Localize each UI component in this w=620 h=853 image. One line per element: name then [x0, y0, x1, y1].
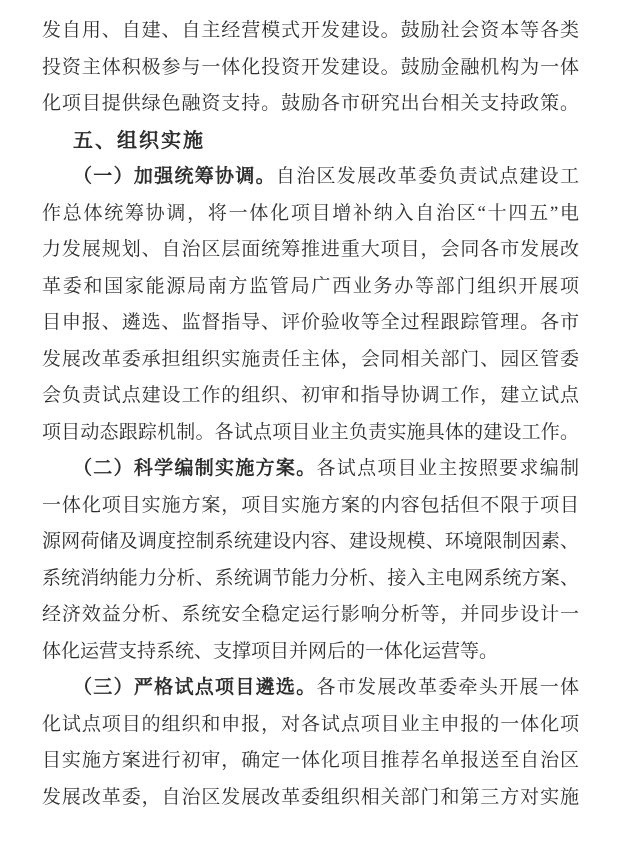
- line-text: 力发展规划、自治区层面统筹推进重大项目，会同各市发展改: [42, 239, 579, 260]
- text-line: [42, 561, 579, 598]
- line-text: 发展改革委承担组织实施责任主体，会同相关部门、园区管委: [42, 348, 579, 370]
- line-text: 源网荷储及调度控制系统建设内容、建设规模、环境限制因素、: [42, 531, 579, 552]
- line-text: 自治区发展改革委负责试点建设工: [275, 166, 579, 187]
- line-text: 投资主体积极参与一体化投资开发建设。鼓励金融机构为一体: [42, 56, 579, 78]
- line-text: 目申报、遴选、监督指导、评价验收等全过程跟踪管理。各市: [42, 312, 579, 333]
- text-line: [42, 378, 579, 415]
- subsection-heading-text: （三）严格试点项目遴选。: [73, 677, 317, 698]
- line-text: 发展改革委，自治区发展改革委组织相关部门和第三方对实施: [42, 786, 579, 808]
- line-text: 一体化项目实施方案，项目实施方案的内容包括但不限于项目: [42, 494, 579, 516]
- section-heading-text: 五、组织实施: [73, 129, 205, 152]
- text-line: [42, 86, 579, 123]
- line-text: 目实施方案进行初审，确定一体化项目推荐名单报送至自治区: [42, 750, 579, 771]
- line-text: 作总体统筹协调，将一体化项目增补纳入自治区“十四五”电: [42, 202, 579, 224]
- text-line: [42, 232, 579, 269]
- line-text: 发自用、自建、自主经营模式开发建设。鼓励社会资本等各类: [42, 20, 579, 41]
- line-text: 经济效益分析、系统安全稳定运行影响分析等，并同步设计一: [42, 604, 579, 625]
- subsection-heading-text: （一）加强统筹协调。: [73, 166, 276, 187]
- subsection-heading-text: （二）科学编制实施方案。: [73, 458, 317, 479]
- line-text: 化试点项目的组织和申报，对各试点项目业主申报的一体化项: [42, 713, 579, 735]
- line-text: 体化运营支持系统、支撑项目并网后的一体化运营等。: [42, 640, 499, 662]
- line-text: 会负责试点建设工作的组织、初审和指导协调工作，建立试点: [42, 385, 579, 406]
- text-line: [42, 524, 579, 561]
- text-line: [42, 780, 579, 817]
- text-line: [42, 597, 579, 634]
- line-text: 各试点项目业主按照要求编制: [316, 458, 579, 479]
- text-line: [42, 707, 579, 744]
- text-line: [42, 269, 579, 306]
- text-line: [42, 488, 579, 525]
- line-text: 各市发展改革委牵头开展一体: [316, 677, 579, 698]
- text-line: [42, 415, 579, 452]
- line-text: 项目动态跟踪机制。各试点项目业主负责实施具体的建设工作。: [42, 421, 579, 443]
- document-text-block: [42, 13, 579, 816]
- text-line: [42, 342, 579, 379]
- paragraph-first-line: [42, 670, 579, 707]
- text-line: [42, 13, 579, 50]
- paragraph-first-line: [42, 159, 579, 196]
- line-text: 革委和国家能源局南方监管局广西业务办等部门组织开展项: [42, 275, 579, 297]
- section-heading: [42, 123, 579, 160]
- text-line: [42, 743, 579, 780]
- text-line: [42, 196, 579, 233]
- text-line: [42, 50, 579, 87]
- text-line: [42, 634, 579, 671]
- line-text: 化项目提供绿色融资支持。鼓励各市研究出台相关支持政策。: [42, 93, 579, 114]
- text-line: [42, 305, 579, 342]
- line-text: 系统消纳能力分析、系统调节能力分析、接入主电网系统方案、: [42, 567, 579, 589]
- paragraph-first-line: [42, 451, 579, 488]
